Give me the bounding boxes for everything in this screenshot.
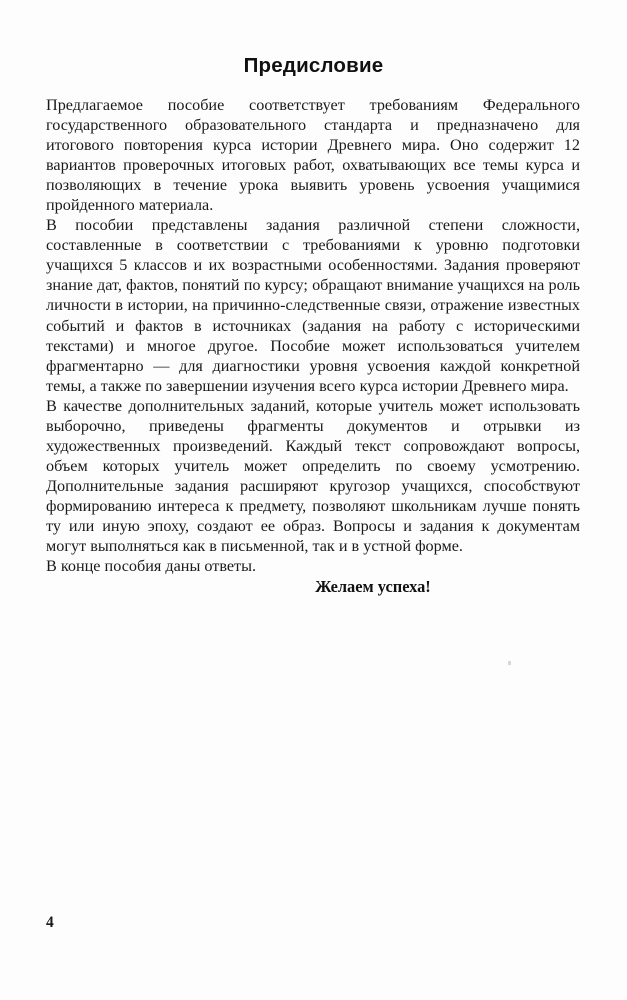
closing-line: Желаем успеха! <box>315 577 431 597</box>
paragraph: В качестве дополнительных заданий, которые учитель может использовать выборочно, приведены фрагменты документов и отрывки из художественных произведений. Каждый текст сопровождают вопросы, объем которых учитель может определить по своему усмотрению. Дополнительные задания расширяют кругозор учащихся, способствуют формированию интереса к предмету, позволяют школьникам лучше понять ту или иную эпоху, создают ее образ. Вопросы и задания к документам могут выполняться как в письменной, так и в устной форме. <box>46 396 580 556</box>
paragraph: В пособии представлены задания различной степени сложности, составленные в соответствии с требованиями к уровню подготовки учащихся 5 классов и их возрастными особенностями. Задания проверяют знание дат, фактов, понятий по курсу; обращают внимание учащихся на роль личности в истории, на причинно-следственные связи, отражение известных событий и фактов в источниках (задания на работу с историческими текстами) и многое другое. Пособие может использоваться учителем фрагментарно — для диагностики уровня усвоения каждой конкретной темы, а также по завершении изучения всего курса истории Древнего мира. <box>46 216 580 395</box>
body-text-column <box>46 95 580 597</box>
paragraph: Предлагаемое пособие соответствует требованиям Федерального государственного образовательного стандарта и предназначено для итогового повторения курса истории Древнего мира. Оно содержит 12 вариантов проверочных итоговых работ, охватывающих все темы курса и позволяющих в течение урока выявить уровень усвоения учащимися пройденного материала. <box>46 96 580 215</box>
page-title: Предисловие <box>243 54 384 77</box>
paragraph: В конце пособия даны ответы. <box>46 557 257 576</box>
scan-artifact-speck <box>508 661 511 665</box>
page-number: 4 <box>46 914 54 931</box>
